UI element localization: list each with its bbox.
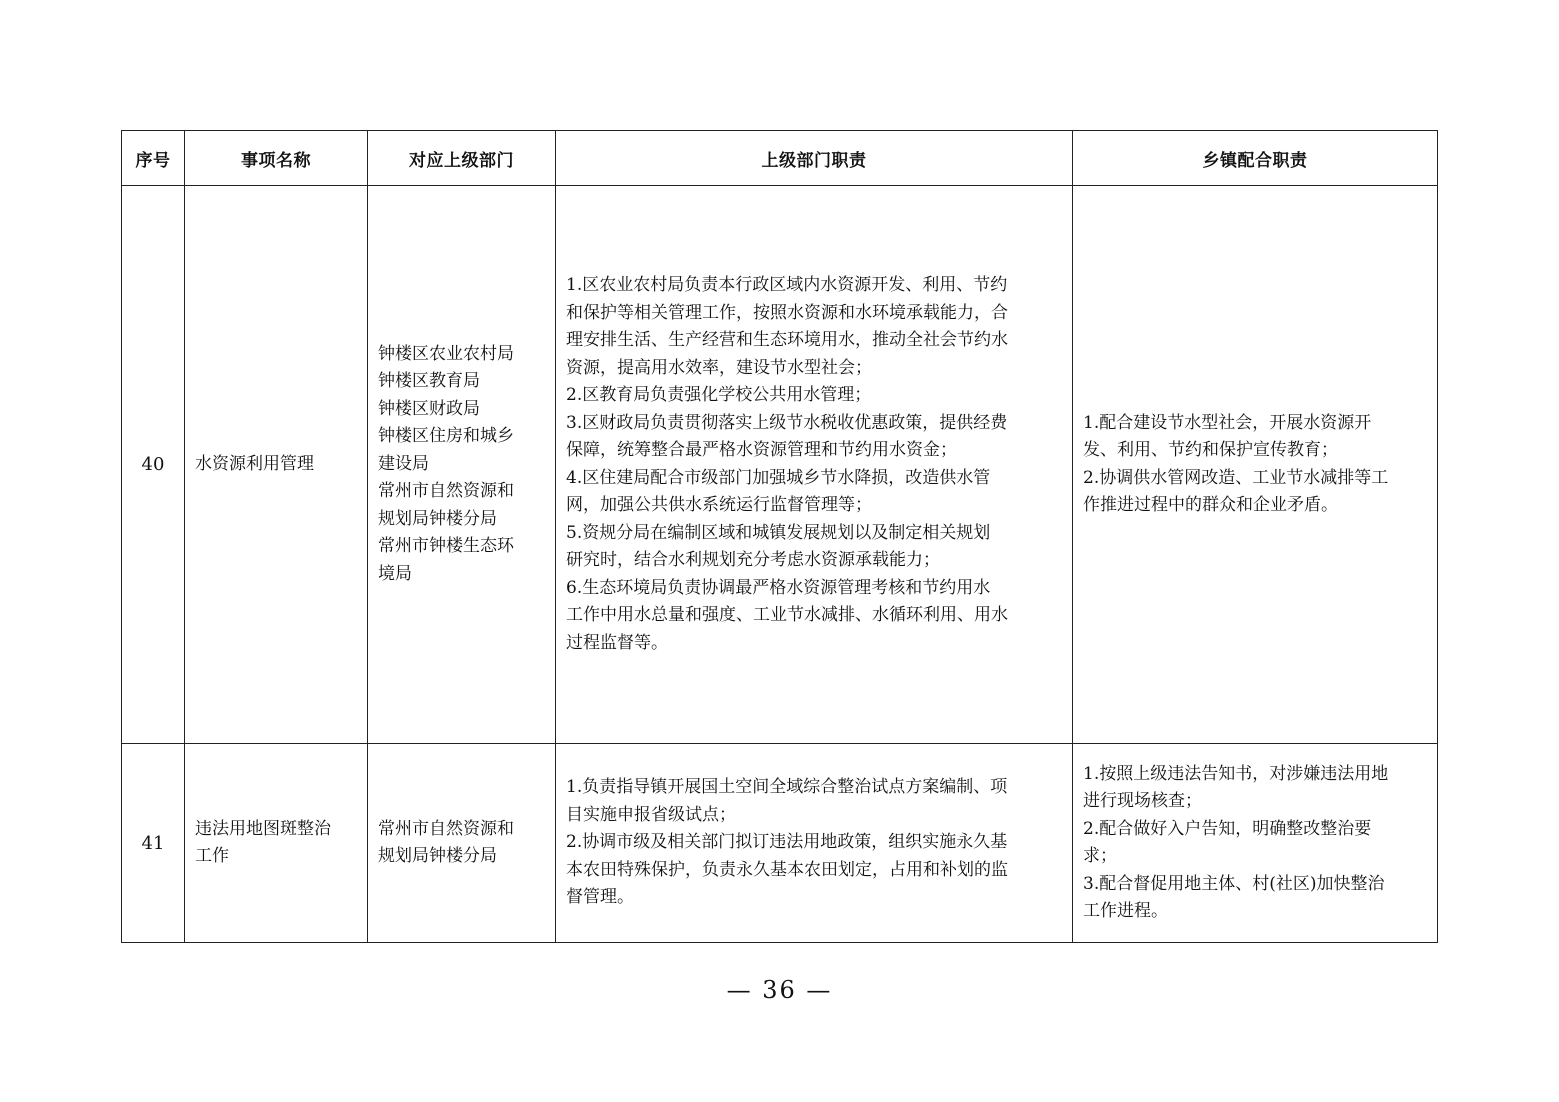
header-item-name: 事项名称 (185, 131, 368, 186)
header-department: 对应上级部门 (368, 131, 556, 186)
upper-duties-cell (556, 744, 1073, 943)
item-name: 违法用地图斑整治 工作 (195, 818, 331, 866)
department-cell (368, 186, 556, 744)
table-header-row (122, 131, 1438, 186)
department-list: 钟楼区农业农村局 钟楼区教育局 钟楼区财政局 钟楼区住房和城乡 建设局 常州市自然资源和 规划局钟楼分局 常州市钟楼生态环 境局 (378, 343, 514, 584)
item-name-cell (185, 186, 368, 744)
row-number: 41 (122, 744, 185, 943)
department-list: 常州市自然资源和 规划局钟楼分局 (378, 818, 514, 866)
town-duties-text: 1.按照上级违法告知书，对涉嫌违法用地 进行现场核查； 2.配合做好入户告知，明确整改整治要 求； 3.配合督促用地主体、村(社区)加快整治 工作进程。 (1083, 763, 1389, 921)
town-duties-cell (1073, 744, 1438, 943)
town-duties-text: 1.配合建设节水型社会，开展水资源开 发、利用、节约和保护宣传教育； 2.协调供水管网改造、工业节水减排等工 作推进过程中的群众和企业矛盾。 (1083, 412, 1389, 515)
upper-duties-cell (556, 186, 1073, 744)
upper-duties-text: 1.负责指导镇开展国土空间全域综合整治试点方案编制、项 目实施申报省级试点； 2.协调市级及相关部门拟订违法用地政策，组织实施永久基 本农田特殊保护，负责永久基本农田划定，占用和补划的监 督管理。 (566, 777, 1008, 908)
table-row (122, 186, 1438, 744)
department-cell (368, 744, 556, 943)
header-upper-duties: 上级部门职责 (556, 131, 1073, 186)
upper-duties-text: 1.区农业农村局负责本行政区域内水资源开发、利用、节约 和保护等相关管理工作，按照水资源和水环境承载能力，合 理安排生活、生产经营和生态环境用水，推动全社会节约水 资源，提高用水效率，建设节水型社会； 2.区教育局负责强化学校公共用水管理； 3.区财政局负责贯彻落实上级节水税收优惠政策，提供经费 保障，统筹整合最严格水资源管理和节约用水资金； 4.区住建局配合市级部门加强城乡节水降损，改造供水管 网，加强公共供水系统运行监督管理等； 5.资规分局在编制区域和城镇发展规划以及制定相关规划 研究时，结合水利规划充分考虑水资源承载能力； 6.生态环境局负责协调最严格水资源管理考核和节约用水 工作中用水总量和强度、工业节水减排、水循环利用、用水 过程监督等。 (566, 275, 1008, 653)
item-name: 水资源利用管理 (195, 453, 314, 474)
duty-table (121, 130, 1438, 943)
page-number: — 36 — (726, 976, 833, 1004)
row-number: 40 (122, 186, 185, 744)
header-town-duties: 乡镇配合职责 (1073, 131, 1438, 186)
header-number: 序号 (122, 131, 185, 186)
table-row (122, 744, 1438, 943)
town-duties-cell (1073, 186, 1438, 744)
item-name-cell (185, 744, 368, 943)
